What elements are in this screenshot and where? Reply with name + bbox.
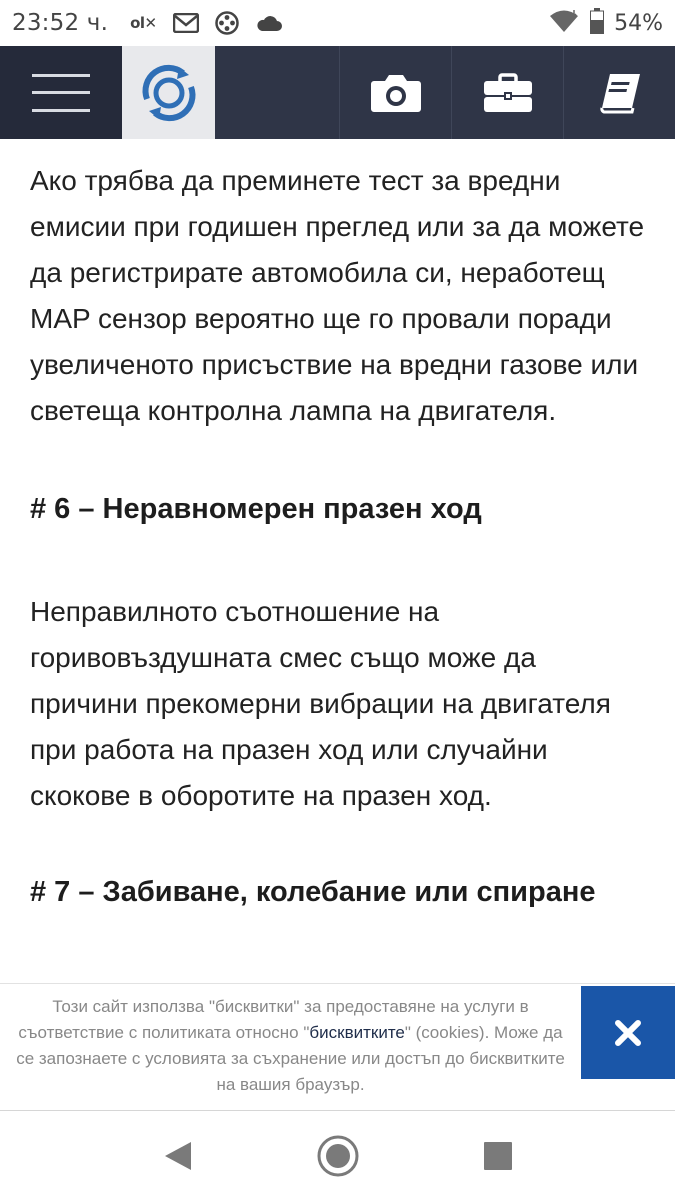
- site-logo[interactable]: [122, 46, 215, 139]
- cloud-icon: [255, 14, 283, 32]
- android-nav-bar: [0, 1111, 675, 1200]
- recents-icon: [483, 1141, 513, 1171]
- back-icon: [163, 1140, 193, 1172]
- notification-icons: [130, 11, 283, 35]
- status-time: 23:52 ч.: [12, 10, 109, 36]
- cookie-notice-text: [8, 994, 573, 1098]
- article-content: [30, 139, 650, 910]
- gmail-icon: [173, 13, 199, 33]
- article-paragraph: Неправилното съотношение на горивовъздушната смес също може да причини прекомерни вибрации на двигателя при работа на празен ход или случайни скокове в оборотите на празен ход.: [30, 596, 611, 811]
- camera-button[interactable]: [339, 46, 451, 139]
- status-bar: [0, 0, 675, 46]
- cookie-text-part: Този сайт използва "бисквитки" за предоставяне на услуги в съответствие с политиката относно ": [18, 997, 529, 1042]
- menu-button[interactable]: [0, 46, 122, 139]
- close-icon: [614, 1019, 642, 1047]
- cookie-close-button[interactable]: [581, 986, 675, 1079]
- book-icon: [598, 72, 642, 114]
- back-button[interactable]: [98, 1140, 258, 1172]
- briefcase-button[interactable]: [451, 46, 563, 139]
- home-button[interactable]: [258, 1134, 418, 1178]
- film-reel-icon: [215, 11, 239, 35]
- cookie-text-part: " (cookies). Може да се запознаете с условията за съхранение или достъп до бисквитките на вашия браузър.: [16, 1023, 565, 1094]
- hamburger-menu-icon: [32, 72, 90, 114]
- article-paragraph: Ако трябва да преминете тест за вредни емисии при годишен преглед или за да можете да регистрирате автомобила си, неработещ MAP сензор вероятно ще го провали поради увеличеното присъствие на вредни газове или светеща контролна лампа на двигателя.: [30, 165, 645, 426]
- cookie-banner: [0, 983, 675, 1111]
- battery-percentage: 54%: [614, 10, 663, 36]
- cookie-policy-link[interactable]: бисквитките: [309, 1023, 405, 1042]
- home-icon: [316, 1134, 360, 1178]
- site-nav-bar: [0, 46, 675, 139]
- site-logo-icon: [139, 63, 199, 123]
- recents-button[interactable]: [418, 1141, 578, 1171]
- briefcase-icon: [483, 73, 533, 113]
- wifi-icon: [548, 9, 580, 37]
- battery-icon: [590, 8, 604, 38]
- status-right: [548, 8, 663, 38]
- olx-icon: ol✕: [130, 14, 157, 32]
- camera-icon: [370, 73, 422, 113]
- book-button[interactable]: [563, 46, 675, 139]
- nav-spacer: [215, 46, 339, 139]
- section-heading: # 6 – Неравномерен празен ход: [30, 493, 482, 525]
- section-heading: # 7 – Забиване, колебание или спиране: [30, 876, 596, 908]
